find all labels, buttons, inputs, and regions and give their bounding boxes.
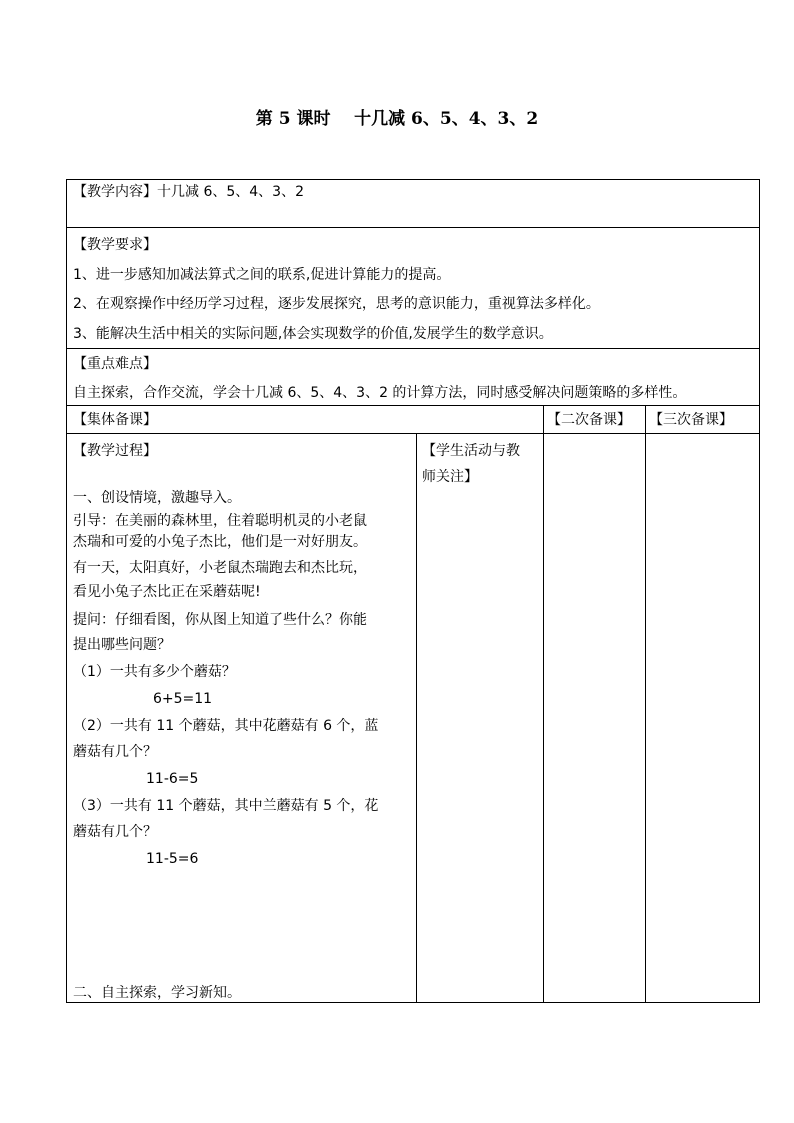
process-label: 【教学过程】 — [73, 443, 157, 459]
requirement-item: 1、进一步感知加减法算式之间的联系,促进计算能力的提高。 — [73, 267, 451, 283]
row-divider — [67, 433, 759, 434]
key-points-text: 自主探索，合作交流，学会十几减 6、5、4、3、2 的计算方法，同时感受解决问题策略的多样性。 — [73, 385, 687, 401]
row-divider — [67, 405, 759, 406]
teaching-content-row — [73, 182, 304, 202]
process-line: （1）一共有多少个蘑菇？ — [73, 664, 236, 680]
requirement-item: 2、在观察操作中经历学习过程，逐步发展探究，思考的意识能力，重视算法多样化。 — [73, 296, 600, 312]
column-divider — [416, 433, 417, 1002]
process-line: 提出哪些问题？ — [73, 637, 171, 653]
process-line: （3）一共有 11 个蘑菇，其中兰蘑菇有 5 个，花 — [73, 798, 379, 814]
header-third-prep: 【三次备课】 — [649, 412, 733, 428]
row-divider — [67, 348, 759, 349]
process-line: 引导：在美丽的森林里，住着聪明机灵的小老鼠 — [73, 513, 367, 529]
header-collective-prep: 【集体备课】 — [73, 412, 157, 428]
requirements-label: 【教学要求】 — [73, 237, 157, 253]
process-equation: 11-5=6 — [146, 851, 199, 867]
teaching-content-label: 【教学内容】 — [73, 184, 157, 200]
row-divider — [67, 227, 759, 228]
page-title: 第 5 课时 十几减 6、5、4、3、2 — [255, 109, 539, 129]
process-line: 一、创设情境，激趣导入。 — [73, 490, 241, 506]
key-points-label: 【重点难点】 — [73, 356, 157, 372]
teaching-content-text: 十几减 6、5、4、3、2 — [157, 184, 304, 200]
activity-label: 师关注】 — [422, 469, 478, 485]
activity-label: 【学生活动与教 — [422, 443, 520, 459]
process-line: 看见小兔子杰比正在采蘑菇呢! — [73, 584, 261, 600]
process-line: 杰瑞和可爱的小兔子杰比，他们是一对好朋友。 — [73, 534, 367, 550]
requirement-item: 3、能解决生活中相关的实际问题,体会实现数学的价值,发展学生的数学意识。 — [73, 326, 553, 342]
process-equation: 11-6=5 — [146, 771, 199, 787]
process-line: 有一天，太阳真好，小老鼠杰瑞跑去和杰比玩， — [73, 560, 367, 576]
process-equation: 6+5=11 — [153, 691, 213, 707]
column-divider — [645, 405, 646, 1002]
column-divider — [543, 405, 544, 1002]
process-line: 二、自主探索，学习新知。 — [73, 985, 241, 1001]
lesson-plan-table — [66, 179, 760, 1003]
process-line: 蘑菇有几个？ — [73, 824, 157, 840]
process-line: 提问：仔细看图，你从图上知道了些什么？你能 — [73, 612, 367, 628]
process-line: 蘑菇有几个？ — [73, 744, 157, 760]
header-second-prep: 【二次备课】 — [547, 412, 631, 428]
process-line: （2）一共有 11 个蘑菇，其中花蘑菇有 6 个，蓝 — [73, 718, 379, 734]
